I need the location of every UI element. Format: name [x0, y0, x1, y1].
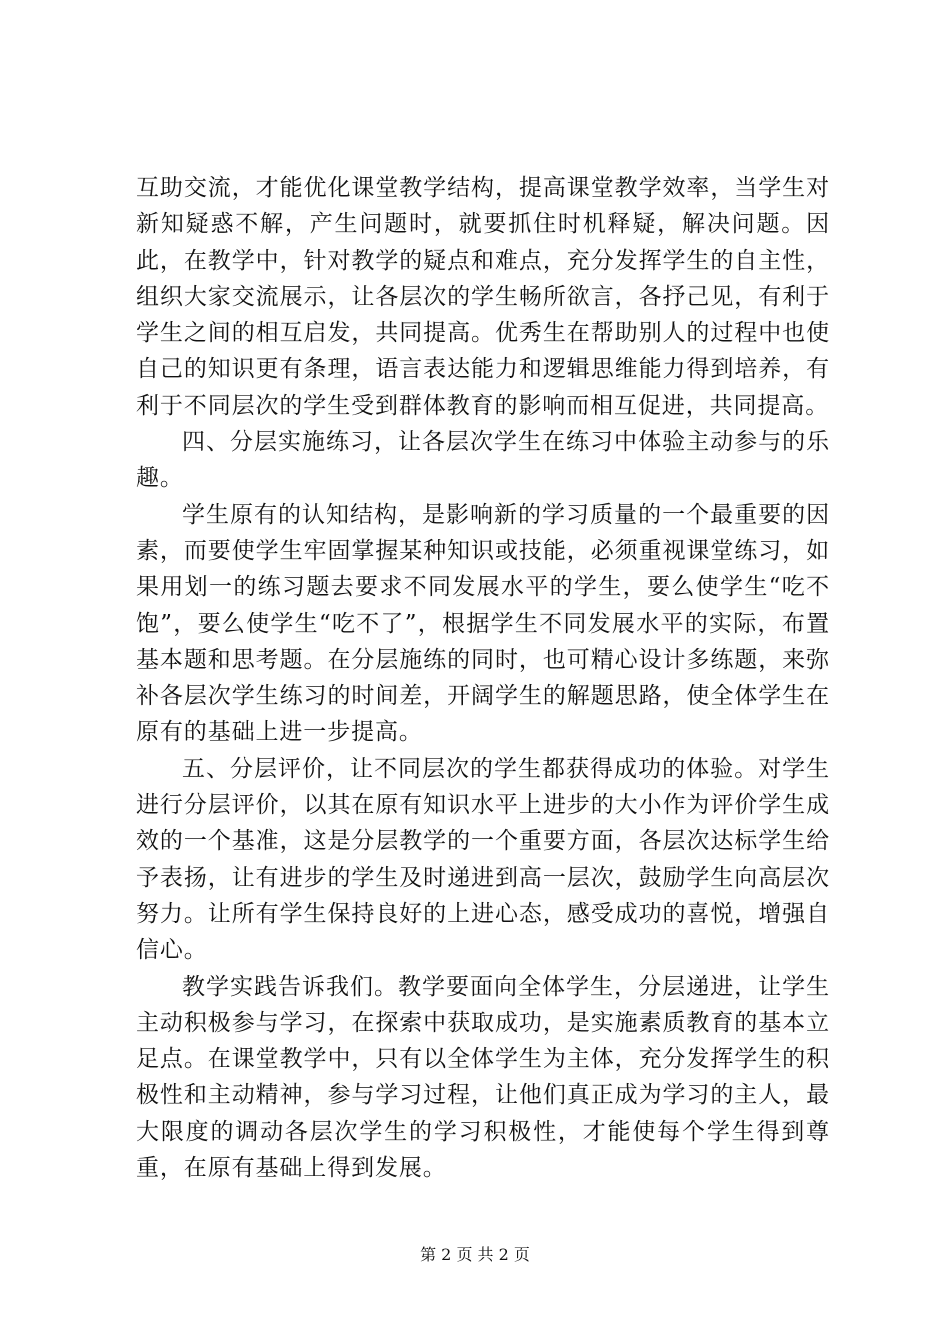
body-paragraph-conclusion: 教学实践告诉我们。教学要面向全体学生，分层递进，让学生主动积极参与学习，在探索中获取成功，是实施素质教育的基本立足点。在课堂教学中，只有以全体学生为主体，充分发挥学生的积极性和主动精神，参与学习过程，让他们真正成为学习的主人，最大限度的调动各层次学生的学习积极性，才能使每个学生得到尊重，在原有基础上得到发展。	[136, 973, 830, 1182]
body-paragraph-1: 互助交流，才能优化课堂教学结构，提高课堂教学效率，当学生对新知疑惑不解，产生问题时，就要抓住时机释疑，解决问题。因此，在教学中，针对教学的疑点和难点，充分发挥学生的自主性，组织大家交流展示，让各层次的学生畅所欲言，各抒己见，有利于学生之间的相互启发，共同提高。优秀生在帮助别人的过程中也使自己的知识更有条理，语言表达能力和逻辑思维能力得到培养，有利于不同层次的学生受到群体教育的影响而相互促进，共同提高。	[136, 175, 830, 419]
section-heading-4: 四、分层实施练习，让各层次学生在练习中体验主动参与的乐趣。	[136, 429, 830, 492]
document-body	[136, 170, 830, 1186]
body-paragraph-3: 学生原有的认知结构，是影响新的学习质量的一个最重要的因素，而要使学生牢固掌握某种知识或技能，必须重视课堂练习，如果用划一的练习题去要求不同发展水平的学生，要么使学生“吃不饱”，要么使学生“吃不了”，根据学生不同发展水平的实际，布置基本题和思考题。在分层施练的同时，也可精心设计多练题，来弥补各层次学生练习的时间差，开阔学生的解题思路，使全体学生在原有的基础上进一步提高。	[136, 501, 830, 746]
page-footer: 第 2 页 共 2 页	[420, 1245, 530, 1264]
section-heading-5: 五、分层评价，让不同层次的学生都获得成功的体验。对学生进行分层评价，以其在原有知识水平上进步的大小作为评价学生成效的一个基准，这是分层教学的一个重要方面，各层次达标学生给予表扬，让有进步的学生及时递进到高一层次，鼓励学生向高层次努力。让所有学生保持良好的上进心态，感受成功的喜悦，增强自信心。	[136, 755, 830, 964]
